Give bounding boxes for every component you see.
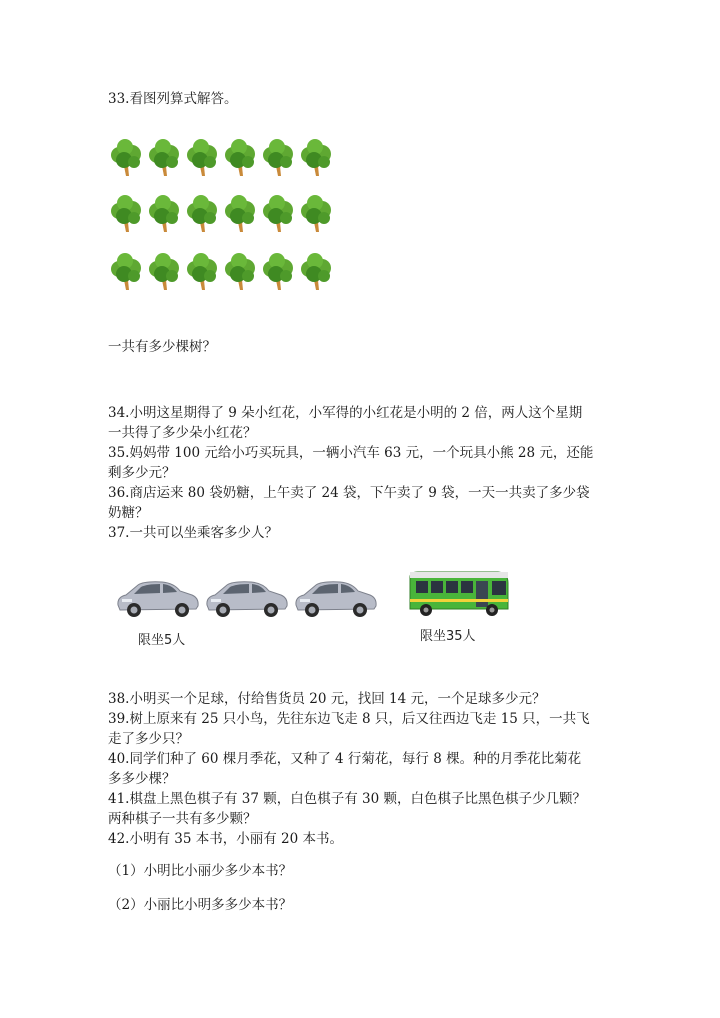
- q34-line1: 34.小明这星期得了 9 朵小红花，小军得的小红花是小明的 2 倍，两人这个星期: [108, 405, 583, 421]
- tree-row-3: [111, 253, 331, 290]
- q41-line1: 41.棋盘上黑色棋子有 37 颗，白色棋子有 30 颗，白色棋子比黑色棋子少几颗？: [108, 791, 586, 807]
- q40-line1: 40.同学们种了 60 棵月季花，又种了 4 行菊花，每行 8 棵。种的月季花比菊花: [108, 751, 582, 767]
- tree-icon: [149, 253, 179, 290]
- q39-line2: 走了多少只？: [108, 731, 189, 747]
- tree-icon: [225, 195, 255, 232]
- q41-line2: 两种棋子一共有多少颗？: [108, 811, 257, 827]
- q36-line2: 奶糖？: [108, 505, 149, 521]
- tree-row-2: [111, 195, 331, 232]
- tree-icon: [111, 253, 141, 290]
- tree-icon: [187, 139, 217, 176]
- tree-icon: [111, 139, 141, 176]
- bus-icon: [406, 569, 510, 619]
- tree-icon: [225, 139, 255, 176]
- q35-line1: 35.妈妈带 100 元给小巧买玩具，一辆小汽车 63 元，一个玩具小熊 28 元，还能: [108, 445, 594, 461]
- q40-line2: 多多少棵？: [108, 771, 176, 787]
- vehicles-illustration: [108, 565, 528, 660]
- tree-icon: [149, 195, 179, 232]
- tree-icon: [263, 195, 293, 232]
- tree-icon: [187, 253, 217, 290]
- car-capacity-label: 限坐5人: [138, 633, 186, 648]
- q39-line1: 39.树上原来有 25 只小鸟，先往东边飞走 8 只，后又往西边飞走 15 只，一共飞: [108, 711, 590, 727]
- tree-icon: [149, 139, 179, 176]
- car-icon: [114, 575, 200, 619]
- tree-icon: [301, 253, 331, 290]
- tree-icon: [263, 253, 293, 290]
- q35-line2: 剩多少元？: [108, 465, 176, 481]
- tree-icon: [301, 195, 331, 232]
- car-icon: [203, 575, 289, 619]
- car-icon: [292, 575, 378, 619]
- tree-row-1: [111, 139, 331, 176]
- tree-grid: [110, 138, 342, 298]
- q42-sub1: （1）小明比小丽少多少本书？: [108, 863, 293, 879]
- tree-icon: [111, 195, 141, 232]
- q42-sub2: （2）小丽比小明多多少本书？: [108, 897, 293, 913]
- q33-title: 33.看图列算式解答。: [108, 91, 238, 107]
- tree-icon: [263, 139, 293, 176]
- q38-line1: 38.小明买一个足球，付给售货员 20 元，找回 14 元，一个足球多少元？: [108, 691, 546, 707]
- q34-line2: 一共得了多少朵小红花？: [108, 425, 257, 441]
- q33-question: 一共有多少棵树？: [108, 339, 216, 355]
- bus-capacity-label: 限坐35人: [420, 629, 476, 644]
- tree-icon: [187, 195, 217, 232]
- tree-icon: [301, 139, 331, 176]
- q37-title: 37.一共可以坐乘客多少人？: [108, 525, 278, 541]
- q42-line1: 42.小明有 35 本书，小丽有 20 本书。: [108, 831, 343, 847]
- tree-icon: [225, 253, 255, 290]
- q36-line1: 36.商店运来 80 袋奶糖，上午卖了 24 袋，下午卖了 9 袋，一天一共卖了多少袋: [108, 485, 590, 501]
